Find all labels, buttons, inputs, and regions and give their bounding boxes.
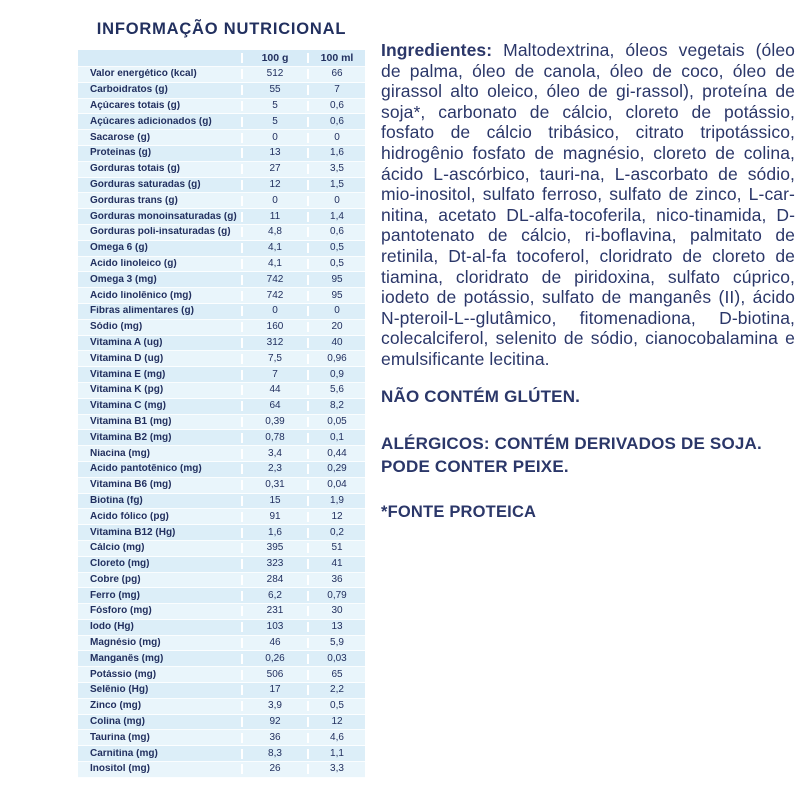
value-100ml-cell: 1,6 xyxy=(307,148,365,158)
table-row xyxy=(78,667,365,683)
value-100ml-cell: 0,04 xyxy=(307,480,365,490)
table-row xyxy=(78,241,365,257)
ingredients-label: Ingredientes: xyxy=(381,40,493,60)
nutrient-name-cell: Manganês (mg) xyxy=(90,653,164,664)
table-row xyxy=(78,762,365,778)
table-row xyxy=(78,715,365,731)
table-row xyxy=(78,193,365,209)
table-row xyxy=(78,494,365,510)
value-100g-cell: 27 xyxy=(241,164,307,174)
allergen-statement: ALÉRGICOS: CONTÉM DERIVADOS DE SOJA. PODE CONTER PEIXE. xyxy=(381,433,762,476)
value-100g-cell: 4,8 xyxy=(241,227,307,237)
value-100g-cell: 323 xyxy=(241,559,307,569)
value-100ml-cell: 0 xyxy=(307,133,365,143)
value-100g-cell: 742 xyxy=(241,275,307,285)
value-100ml-cell: 8,2 xyxy=(307,401,365,411)
nutrient-name-cell: Gorduras monoinsaturadas (g) xyxy=(90,211,237,222)
value-100ml-cell: 1,1 xyxy=(307,749,365,759)
value-100g-cell: 0 xyxy=(241,196,307,206)
value-100ml-cell: 0,9 xyxy=(307,370,365,380)
value-100ml-cell: 1,9 xyxy=(307,496,365,506)
nutrient-name-cell: Ácido pantotênico (mg) xyxy=(90,464,202,475)
nutrition-facts-panel xyxy=(78,20,365,778)
table-row xyxy=(78,209,365,225)
header-100ml-cell: 100 ml xyxy=(307,53,365,64)
value-100g-cell: 17 xyxy=(241,685,307,695)
value-100g-cell: 0,78 xyxy=(241,433,307,443)
value-100ml-cell: 0 xyxy=(307,306,365,316)
value-100g-cell: 6,2 xyxy=(241,591,307,601)
value-100g-cell: 160 xyxy=(241,322,307,332)
value-100g-cell: 284 xyxy=(241,575,307,585)
value-100ml-cell: 0,5 xyxy=(307,701,365,711)
value-100ml-cell: 7 xyxy=(307,85,365,95)
table-row xyxy=(78,272,365,288)
table-row xyxy=(78,699,365,715)
ingredients-paragraph xyxy=(381,40,795,370)
nutrient-name-cell: Iodo (Hg) xyxy=(90,622,134,633)
nutrient-name-cell: Açúcares totais (g) xyxy=(90,100,181,111)
table-row xyxy=(78,430,365,446)
table-row xyxy=(78,399,365,415)
table-row xyxy=(78,178,365,194)
page-title: INFORMAÇÃO NUTRICIONAL xyxy=(96,20,347,38)
value-100g-cell: 91 xyxy=(241,512,307,522)
value-100g-cell: 3,9 xyxy=(241,701,307,711)
table-row xyxy=(78,257,365,273)
value-100g-cell: 15 xyxy=(241,496,307,506)
table-row xyxy=(78,130,365,146)
table-row xyxy=(78,162,365,178)
table-row xyxy=(78,509,365,525)
value-100g-cell: 5 xyxy=(241,117,307,127)
nutrient-name-cell: Biotina (fg) xyxy=(90,495,143,506)
table-row xyxy=(78,604,365,620)
nutrient-name-cell: Potássio (mg) xyxy=(90,669,157,680)
nutrient-name-cell: Gorduras trans (g) xyxy=(90,195,178,206)
nutrient-name-cell: Gorduras poli-insaturadas (g) xyxy=(90,227,231,238)
value-100ml-cell: 5,9 xyxy=(307,638,365,648)
nutrient-name-cell: Gorduras saturadas (g) xyxy=(90,179,201,190)
value-100ml-cell: 41 xyxy=(307,559,365,569)
nutrient-name-cell: Niacina (mg) xyxy=(90,448,151,459)
value-100ml-cell: 4,6 xyxy=(307,733,365,743)
nutrient-name-cell: Fósforo (mg) xyxy=(90,606,152,617)
value-100g-cell: 11 xyxy=(241,212,307,222)
nutrient-name-cell: Ácido fólico (pg) xyxy=(90,511,169,522)
nutrient-name-cell: Açúcares adicionados (g) xyxy=(90,116,212,127)
value-100g-cell: 7 xyxy=(241,370,307,380)
nutrient-name-cell: Carnitina (mg) xyxy=(90,748,158,759)
value-100ml-cell: 95 xyxy=(307,291,365,301)
ingredients-text: Maltodextrina, óleos vegetais (óleo de palma, óleo de canola, óleo de coco, óleo de girassol alto oleico, óleo de gi-rassol), proteína de soja*, carbonato de cálcio, cloreto de potássio, fosfato de cálcio tribásico, citrato tripotássico, hidrogênio fosfato de magnésio, cloreto de colina, ácido L-ascórbico, tauri-na, L-ascorbato de sódio, mio-inositol, sulfato ferroso, sulfato de zinco, L-car-nitina, acetato DL-alfa-tocoferila, nico-tinamida, D-pantotenato de cálcio, ri-boflavina, palmitato de retinila, Dt-al-fa tocoferol, cloridrato de cloreto de tiamina, cloridrato de piridoxina, sulfato cúprico, iodeto de potássio, sulfato de manganês (II), ácido N-pteroil-L--glutâmico, fitomenadiona, D-biotina, colecalciferol, selenito de sódio, cianocobalamina e emulsificante lecitina. xyxy=(381,40,795,369)
table-row xyxy=(78,557,365,573)
table-header-row xyxy=(78,50,365,67)
value-100ml-cell: 2,2 xyxy=(307,685,365,695)
value-100ml-cell: 0,03 xyxy=(307,654,365,664)
nutrient-name-cell: Zinco (mg) xyxy=(90,701,142,712)
table-row xyxy=(78,573,365,589)
value-100g-cell: 742 xyxy=(241,291,307,301)
nutrient-name-cell: Vitamina B12 (Hg) xyxy=(90,527,176,538)
nutrient-name-cell: Proteínas (g) xyxy=(90,148,152,159)
value-100g-cell: 2,3 xyxy=(241,464,307,474)
value-100g-cell: 55 xyxy=(241,85,307,95)
nutrient-name-cell: Valor energético (kcal) xyxy=(90,69,197,80)
value-100g-cell: 231 xyxy=(241,606,307,616)
gluten-statement: NÃO CONTÉM GLÚTEN. xyxy=(381,386,581,406)
value-100g-cell: 64 xyxy=(241,401,307,411)
nutrient-name-cell: Sacarose (g) xyxy=(90,132,151,143)
nutrient-name-cell: Selênio (Hg) xyxy=(90,685,149,696)
table-row xyxy=(78,525,365,541)
table-row xyxy=(78,383,365,399)
table-row xyxy=(78,336,365,352)
table-row xyxy=(78,541,365,557)
value-100ml-cell: 1,4 xyxy=(307,212,365,222)
table-row xyxy=(78,636,365,652)
table-row xyxy=(78,446,365,462)
value-100ml-cell: 0,6 xyxy=(307,117,365,127)
value-100ml-cell: 95 xyxy=(307,275,365,285)
nutrient-name-cell: Vitamina B6 (mg) xyxy=(90,480,172,491)
table-row xyxy=(78,146,365,162)
table-row xyxy=(78,462,365,478)
nutrient-name-cell: Colina (mg) xyxy=(90,717,145,728)
nutrient-name-cell: Sódio (mg) xyxy=(90,322,143,333)
value-100ml-cell: 0,96 xyxy=(307,354,365,364)
protein-source-note: *FONTE PROTEICA xyxy=(381,502,537,521)
value-100ml-cell: 20 xyxy=(307,322,365,332)
value-100ml-cell: 66 xyxy=(307,69,365,79)
nutrient-name-cell: Ferro (mg) xyxy=(90,590,140,601)
nutrient-name-cell: Vitamina E (mg) xyxy=(90,369,166,380)
table-row xyxy=(78,588,365,604)
nutrient-name-cell: Gorduras totais (g) xyxy=(90,164,181,175)
nutrient-name-cell: Magnésio (mg) xyxy=(90,638,161,649)
nutrient-name-cell: Fibras alimentares (g) xyxy=(90,306,194,317)
value-100ml-cell: 0,2 xyxy=(307,528,365,538)
table-row xyxy=(78,683,365,699)
nutrient-name-cell: Omega 3 (mg) xyxy=(90,274,157,285)
value-100ml-cell: 0,79 xyxy=(307,591,365,601)
value-100g-cell: 12 xyxy=(241,180,307,190)
value-100g-cell: 36 xyxy=(241,733,307,743)
value-100ml-cell: 0,44 xyxy=(307,449,365,459)
value-100g-cell: 5 xyxy=(241,101,307,111)
table-row xyxy=(78,304,365,320)
value-100ml-cell: 51 xyxy=(307,543,365,553)
value-100ml-cell: 5,6 xyxy=(307,385,365,395)
table-row xyxy=(78,651,365,667)
table-row xyxy=(78,351,365,367)
nutrient-name-cell: Acido linoleico (g) xyxy=(90,258,177,269)
value-100g-cell: 312 xyxy=(241,338,307,348)
value-100g-cell: 13 xyxy=(241,148,307,158)
value-100ml-cell: 13 xyxy=(307,622,365,632)
value-100g-cell: 44 xyxy=(241,385,307,395)
value-100ml-cell: 0,1 xyxy=(307,433,365,443)
nutrient-name-cell: Cálcio (mg) xyxy=(90,543,145,554)
value-100ml-cell: 65 xyxy=(307,670,365,680)
value-100ml-cell: 30 xyxy=(307,606,365,616)
value-100g-cell: 7,5 xyxy=(241,354,307,364)
value-100ml-cell: 3,5 xyxy=(307,164,365,174)
table-row xyxy=(78,83,365,99)
value-100g-cell: 0,31 xyxy=(241,480,307,490)
value-100ml-cell: 0,6 xyxy=(307,101,365,111)
value-100g-cell: 46 xyxy=(241,638,307,648)
value-100ml-cell: 0,05 xyxy=(307,417,365,427)
table-body xyxy=(78,67,365,778)
table-row xyxy=(78,746,365,762)
table-row xyxy=(78,620,365,636)
table-row xyxy=(78,288,365,304)
nutrient-name-cell: Vitamina A (ug) xyxy=(90,337,163,348)
value-100g-cell: 506 xyxy=(241,670,307,680)
value-100g-cell: 26 xyxy=(241,764,307,774)
table-row xyxy=(78,415,365,431)
table-row xyxy=(78,320,365,336)
table-row xyxy=(78,367,365,383)
table-row xyxy=(78,67,365,83)
value-100ml-cell: 40 xyxy=(307,338,365,348)
value-100ml-cell: 12 xyxy=(307,717,365,727)
nutrition-table xyxy=(78,50,365,778)
value-100ml-cell: 3,3 xyxy=(307,764,365,774)
nutrient-name-cell: Vitamina K (pg) xyxy=(90,385,164,396)
value-100g-cell: 0 xyxy=(241,306,307,316)
header-100g-cell: 100 g xyxy=(241,53,307,64)
value-100g-cell: 0,39 xyxy=(241,417,307,427)
value-100g-cell: 512 xyxy=(241,69,307,79)
nutrient-name-cell: Cloreto (mg) xyxy=(90,559,150,570)
value-100g-cell: 4,1 xyxy=(241,243,307,253)
nutrient-name-cell: Taurina (mg) xyxy=(90,732,150,743)
nutrient-name-cell: Vitamina C (mg) xyxy=(90,401,166,412)
value-100ml-cell: 0,6 xyxy=(307,227,365,237)
value-100ml-cell: 36 xyxy=(307,575,365,585)
value-100g-cell: 0,26 xyxy=(241,654,307,664)
value-100g-cell: 0 xyxy=(241,133,307,143)
value-100ml-cell: 0,5 xyxy=(307,243,365,253)
table-row xyxy=(78,225,365,241)
value-100ml-cell: 0,5 xyxy=(307,259,365,269)
nutrient-name-cell: Carboidratos (g) xyxy=(90,85,168,96)
table-row xyxy=(78,730,365,746)
value-100g-cell: 3,4 xyxy=(241,449,307,459)
nutrient-name-cell: Vitamina B2 (mg) xyxy=(90,432,172,443)
value-100g-cell: 92 xyxy=(241,717,307,727)
nutrient-name-cell: Vitamina D (ug) xyxy=(90,353,164,364)
value-100g-cell: 4,1 xyxy=(241,259,307,269)
table-row xyxy=(78,478,365,494)
value-100ml-cell: 0,29 xyxy=(307,464,365,474)
nutrient-name-cell: Inositol (mg) xyxy=(90,764,150,775)
value-100g-cell: 1,6 xyxy=(241,528,307,538)
nutrient-name-cell: Vitamina B1 (mg) xyxy=(90,416,172,427)
table-row xyxy=(78,114,365,130)
value-100g-cell: 395 xyxy=(241,543,307,553)
nutrient-name-cell: Cobre (pg) xyxy=(90,574,141,585)
value-100g-cell: 103 xyxy=(241,622,307,632)
value-100ml-cell: 1,5 xyxy=(307,180,365,190)
value-100ml-cell: 12 xyxy=(307,512,365,522)
table-row xyxy=(78,99,365,115)
nutrient-name-cell: Acido linolênico (mg) xyxy=(90,290,192,301)
value-100ml-cell: 0 xyxy=(307,196,365,206)
ingredients-panel xyxy=(381,40,795,524)
value-100g-cell: 8,3 xyxy=(241,749,307,759)
nutrient-name-cell: Omega 6 (g) xyxy=(90,243,148,254)
